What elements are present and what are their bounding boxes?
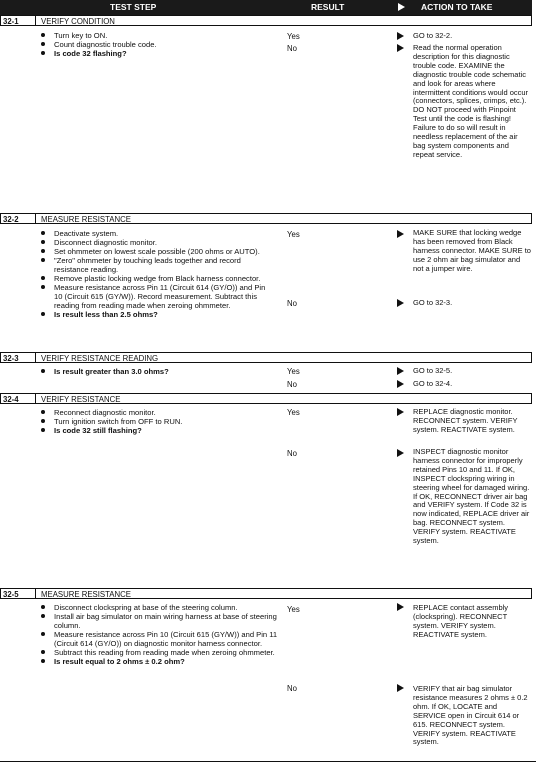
list-item: Disconnect diagnostic monitor. [38,238,270,247]
list-item-question: Is code 32 flashing? [38,49,278,58]
list-item: Reconnect diagnostic monitor. [38,408,278,417]
bullet-icon [41,42,45,46]
action-no: VERIFY that air bag simulator resistance measures 2 ohms ± 0.2 ohm. If OK, LOCATE and SERVICE open in Circuit 614 or 615. RECONNECT system. VERIFY system. REACTIVATE system. [413,684,528,747]
step-title: VERIFY CONDITION [41,17,115,26]
list-item: Disconnect clockspring at base of the steering column. [38,603,278,612]
bullet-icon [41,419,45,423]
list-item: Deactivate system. [38,229,270,238]
action-yes: REPLACE contact assembly (clockspring). RECONNECT system. VERIFY system. REACTIVATE system. [413,603,509,639]
list-item: Turn ignition switch from OFF to RUN. [38,417,278,426]
table-header [0,0,532,15]
result-no: No [287,299,297,308]
bullet-icon [41,249,45,253]
step-title: MEASURE RESISTANCE [41,590,131,599]
arrow-icon [397,230,404,238]
divider [35,16,36,25]
arrow-icon [397,603,404,611]
arrow-icon [397,449,404,457]
action-yes: GO to 32-5. [413,366,453,375]
divider [35,353,36,362]
step-instructions [38,603,278,666]
arrow-icon [397,299,404,307]
step-title-bar [0,15,532,26]
result-no: No [287,684,297,693]
result-yes: Yes [287,32,300,41]
bullet-icon [41,650,45,654]
action-no: INSPECT diagnostic monitor harness connector for improperly retained Pins 10 and 11. If OK, INSPECT clockspring wiring in steering wheel for damaged wiring. If OK, RECONNECT driver air bag and VERIFY system. If Code 32 is now indicated, REPLACE driver air bag. RECONNECT system. VERIFY system. REACTIVATE system. [413,447,530,546]
header-result: RESULT [311,2,345,12]
list-item: Install air bag simulator on main wiring harness at base of steering column. [38,612,278,630]
list-item-question: Is result less than 2.5 ohms? [38,310,270,319]
list-item: Turn key to ON. [38,31,278,40]
bullet-icon [41,285,45,289]
bullet-icon [41,276,45,280]
bullet-icon [41,369,45,373]
list-item-question: Is result equal to 2 ohms ± 0.2 ohm? [38,657,278,666]
action-yes: GO to 32-2. [413,31,453,40]
bullet-icon [41,659,45,663]
bottom-rule [0,761,536,762]
step-32-1 [0,15,532,211]
arrow-icon [397,44,404,52]
arrow-icon [397,367,404,375]
list-item: Measure resistance across Pin 11 (Circuit 614 (GY/O)) and Pin 10 (Circuit 615 (GY/W)). Record measurement. Subtract this reading from reading made when zeroing ohmmeter. [38,283,270,310]
result-yes: Yes [287,230,300,239]
arrow-icon [397,32,404,40]
divider [35,589,36,598]
step-32-2 [0,213,532,351]
step-title-bar [0,393,532,404]
list-item-question: Is result greater than 3.0 ohms? [38,367,278,376]
bullet-icon [41,312,45,316]
step-number: 32-4 [3,395,19,404]
step-title-bar [0,588,532,599]
bullet-icon [41,632,45,636]
step-title-bar [0,213,532,224]
bullet-icon [41,614,45,618]
action-yes: MAKE SURE that locking wedge has been removed from Black harness connector. MAKE SURE to use 2 ohm air bag simulator and not a jumper wire. [413,228,531,273]
bullet-icon [41,231,45,235]
action-no: Read the normal operation description for this diagnostic trouble code. EXAMINE the diagnostic trouble code schematic and look for areas where intermittent conditions would occur (connectors, splices, crimps, etc.). DO NOT proceed with Pinpoint Test until the code is flashing! Failure to do so will result in needless replacement of the air bag system components and repeat service. [413,43,529,159]
step-instructions [38,31,278,58]
result-yes: Yes [287,367,300,376]
header-test-step: TEST STEP [110,2,157,12]
step-instructions [38,367,278,376]
list-item: "Zero" ohmmeter by touching leads together and record resistance reading. [38,256,270,274]
action-yes: REPLACE diagnostic monitor. RECONNECT system. VERIFY system. REACTIVATE system. [413,407,518,434]
arrow-icon [397,380,404,388]
step-number: 32-2 [3,215,19,224]
header-arrow-icon [398,3,405,11]
step-32-5 [0,588,532,760]
bullet-icon [41,605,45,609]
step-instructions [38,229,270,319]
action-no: GO to 32-3. [413,298,453,307]
list-item: Set ohmmeter on lowest scale possible (200 ohms or AUTO). [38,247,270,256]
step-number: 32-5 [3,590,19,599]
step-32-4 [0,393,532,586]
divider [35,394,36,403]
step-number: 32-3 [3,354,19,363]
header-action: ACTION TO TAKE [421,2,493,12]
step-title: VERIFY RESISTANCE READING [41,354,159,363]
arrow-icon [397,684,404,692]
bullet-icon [41,51,45,55]
step-instructions [38,408,278,435]
step-32-3 [0,352,532,392]
divider [35,214,36,223]
result-no: No [287,380,297,389]
result-yes: Yes [287,605,300,614]
step-number: 32-1 [3,17,19,26]
bullet-icon [41,240,45,244]
bullet-icon [41,33,45,37]
step-title-bar [0,352,532,363]
bullet-icon [41,428,45,432]
action-no: GO to 32-4. [413,379,453,388]
list-item: Subtract this reading from reading made when zeroing ohmmeter. [38,648,278,657]
result-no: No [287,44,297,53]
arrow-icon [397,408,404,416]
step-title: VERIFY RESISTANCE [41,395,121,404]
list-item: Remove plastic locking wedge from Black harness connector. [38,274,270,283]
result-no: No [287,449,297,458]
step-title: MEASURE RESISTANCE [41,215,131,224]
list-item: Measure resistance across Pin 10 (Circuit 615 (GY/W)) and Pin 11 (Circuit 614 (GY/O)) on diagnostic monitor harness connector. [38,630,278,648]
list-item: Count diagnostic trouble code. [38,40,278,49]
bullet-icon [41,410,45,414]
result-yes: Yes [287,408,300,417]
bullet-icon [41,258,45,262]
list-item-question: Is code 32 still flashing? [38,426,278,435]
